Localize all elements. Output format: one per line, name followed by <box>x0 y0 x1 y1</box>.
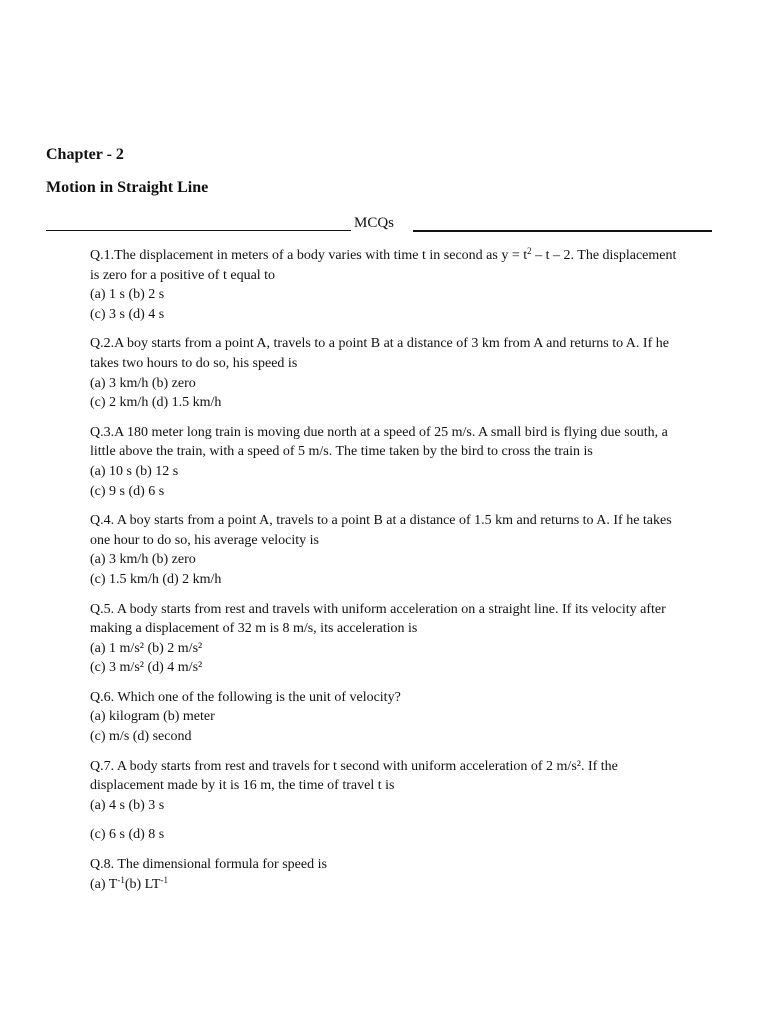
section-header <box>46 213 712 233</box>
question-stem: Q.4. A boy starts from a point A, travels to a point B at a distance of 1.5 km and returns to A. If he takes one hour to do so, his average velocity is <box>90 513 672 548</box>
section-rule-left <box>46 230 351 231</box>
superscript: 2 <box>527 246 532 256</box>
options-line <box>90 875 680 895</box>
spacer <box>90 815 680 825</box>
chapter-heading: Chapter - 2 <box>46 146 124 163</box>
options-line: (c) 6 s (d) 8 s <box>90 827 165 843</box>
superscript: -1 <box>117 874 125 885</box>
options-line: (a) 3 km/h (b) zero <box>90 375 196 391</box>
question-list <box>90 246 680 904</box>
superscript: -1 <box>160 874 168 885</box>
section-rule-right <box>413 230 712 232</box>
question-3 <box>90 423 680 501</box>
options-line: (a) kilogram (b) meter <box>90 709 215 725</box>
option-a: (a) T <box>90 876 118 892</box>
options-line: (c) 2 km/h (d) 1.5 km/h <box>90 395 222 411</box>
stem-text: Q.1.The displacement in meters of a body varies with time t in second as y = t <box>90 248 528 263</box>
chapter-title: Motion in Straight Line <box>46 179 209 196</box>
options-line: (c) 9 s (d) 6 s <box>90 483 165 499</box>
stem-text: – t – 2. The displacement is zero for a positive of t equal to <box>90 248 677 283</box>
question-2 <box>90 334 680 412</box>
question-stem: Q.5. A body starts from rest and travels with uniform acceleration on a straight line. If its velocity after making a displacement of 32 m is 8 m/s, its acceleration is <box>90 601 666 637</box>
options-line: (c) 3 s (d) 4 s <box>90 306 165 322</box>
question-6 <box>90 688 680 747</box>
question-stem: Q.7. A body starts from rest and travels for t second with uniform acceleration of 2 m/s². If the displacement made by it is 16 m, the time of travel t is <box>90 758 618 794</box>
options-line: (a) 1 s (b) 2 s <box>90 287 165 303</box>
question-4 <box>90 511 680 589</box>
question-5 <box>90 600 680 678</box>
options-line: (a) 4 s (b) 3 s <box>90 797 165 813</box>
question-stem: Q.6. Which one of the following is the unit of velocity? <box>90 689 401 705</box>
question-1 <box>90 246 680 324</box>
options-line: (c) 3 m/s² (d) 4 m/s² <box>90 660 203 676</box>
question-7 <box>90 757 680 845</box>
question-stem: Q.3.A 180 meter long train is moving due north at a speed of 25 m/s. A small bird is flying due south, a little above the train, with a speed of 5 m/s. The time taken by the bird to cross the train is <box>90 424 668 460</box>
options-line: (c) m/s (d) second <box>90 729 192 745</box>
question-stem <box>90 246 680 285</box>
section-label: MCQs <box>354 215 395 231</box>
question-stem: Q.2.A boy starts from a point A, travels to a point B at a distance of 3 km from A and returns to A. If he takes two hours to do so, his speed is <box>90 336 669 371</box>
options-line: (c) 1.5 km/h (d) 2 km/h <box>90 571 222 587</box>
option-b: (b) LT <box>124 876 161 892</box>
options-line: (a) 10 s (b) 12 s <box>90 463 179 479</box>
options-line: (a) 3 km/h (b) zero <box>90 552 196 568</box>
question-stem: Q.8. The dimensional formula for speed is <box>90 857 327 873</box>
question-8 <box>90 855 680 894</box>
options-line: (a) 1 m/s² (b) 2 m/s² <box>90 640 203 656</box>
